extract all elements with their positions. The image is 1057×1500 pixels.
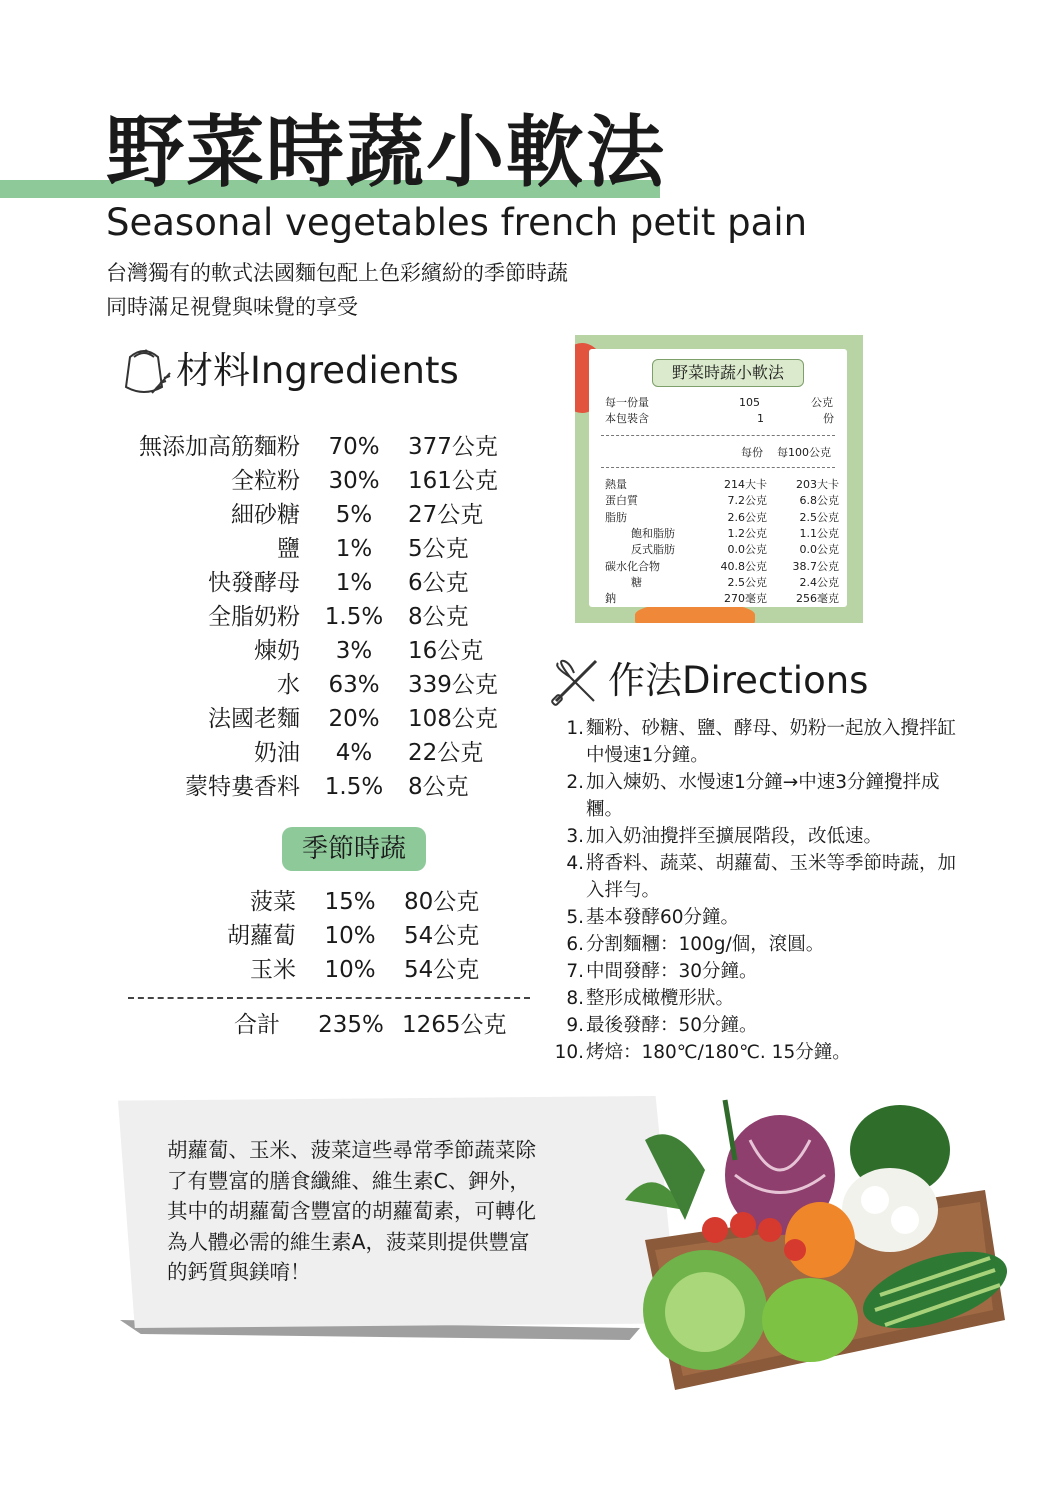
serving-size-unit: 公克 — [811, 396, 833, 409]
nutrient-per-serving: 40.8公克 — [720, 559, 767, 573]
intro-line: 同時滿足視覺與味覺的享受 — [106, 295, 358, 319]
ingredient-percent: 20% — [328, 706, 380, 732]
nutrition-label-image — [575, 335, 863, 623]
nutrient-per-serving: 214大卡 — [724, 478, 767, 491]
ingredient-percent: 235% — [318, 1012, 384, 1038]
nutrient-name: 反式脂肪 — [631, 543, 675, 557]
ingredient-percent: 30% — [328, 468, 380, 494]
nutrition-title: 野菜時蔬小軟法 — [652, 359, 804, 387]
step-number: 6. — [566, 934, 584, 955]
step-number: 2. — [566, 772, 584, 793]
note-line: 了有豐富的膳食纖維、維生素C、鉀外， — [167, 1168, 530, 1193]
ingredient-percent: 5% — [335, 502, 373, 528]
page-subtitle: Seasonal vegetables french petit pain — [106, 201, 808, 244]
direction-step — [548, 769, 968, 823]
directions-heading-label: 作法Directions — [608, 659, 869, 702]
ingredient-weight: 27公克 — [408, 502, 484, 528]
note-line: 為人體必需的維生素A，菠菜則提供豐富 — [167, 1229, 530, 1254]
col-per-serving: 每份 — [741, 446, 763, 459]
step-text: 麵粉、砂糖、鹽、酵母、奶粉一起放入攪拌缸中慢速1分鐘。 — [586, 718, 957, 766]
step-text: 中間發酵：30分鐘。 — [586, 961, 758, 982]
ingredient-weight: 54公克 — [404, 957, 480, 983]
nutrient-per-100g: 203大卡 — [796, 478, 839, 491]
ingredient-weight: 1265公克 — [402, 1012, 507, 1038]
nutrient-per-serving: 270毫克 — [724, 592, 767, 606]
ingredient-name: 奶油 — [254, 740, 300, 766]
direction-step — [548, 715, 968, 769]
step-number: 10. — [554, 1042, 584, 1063]
nutrient-per-100g: 256毫克 — [796, 592, 839, 606]
note-line: 其中的胡蘿蔔含豐富的胡蘿蔔素，可轉化 — [167, 1199, 536, 1223]
nutrient-per-100g: 38.7公克 — [792, 559, 839, 573]
step-number: 5. — [566, 907, 584, 928]
serving-size-value: 105 — [739, 396, 760, 409]
ingredient-percent: 1.5% — [324, 774, 384, 800]
ingredient-percent: 1.5% — [324, 604, 384, 630]
step-number: 4. — [566, 853, 584, 874]
intro-text — [106, 256, 568, 324]
ingredient-name: 法國老麵 — [208, 706, 300, 732]
serving-size-label: 每一份量 — [605, 396, 649, 409]
step-text: 整形成橄欖形狀。 — [586, 988, 735, 1009]
nutrition-card — [589, 349, 847, 607]
direction-step — [548, 1039, 968, 1066]
step-text: 分割麵糰：100g/個，滾圓。 — [586, 934, 825, 955]
servings-value: 1 — [757, 412, 764, 425]
ingredient-name: 胡蘿蔔 — [227, 923, 296, 949]
nutrition-divider — [601, 435, 835, 436]
step-text: 將香料、蔬菜、胡蘿蔔、玉米等季節時蔬，加入拌勻。 — [586, 853, 957, 901]
total-divider — [128, 997, 530, 999]
directions-list — [548, 715, 968, 1066]
step-text: 加入煉奶、水慢速1分鐘→中速3分鐘攪拌成糰。 — [586, 772, 940, 820]
ingredient-name: 細砂糖 — [231, 502, 300, 528]
direction-step — [548, 1012, 968, 1039]
nutrient-name: 脂肪 — [605, 510, 627, 524]
step-number: 3. — [566, 826, 584, 847]
ingredient-name: 菠菜 — [250, 889, 296, 915]
ingredient-percent: 63% — [328, 672, 380, 698]
nutrient-per-serving: 2.6公克 — [727, 510, 767, 524]
nutrient-per-100g: 0.0公克 — [799, 543, 839, 557]
step-number: 8. — [566, 988, 584, 1009]
nutrition-divider — [601, 467, 835, 468]
ingredients-heading — [116, 343, 459, 399]
nutrient-per-serving: 0.0公克 — [727, 543, 767, 557]
ingredient-name: 玉米 — [250, 957, 296, 983]
nutrient-name: 碳水化合物 — [605, 559, 660, 573]
direction-step — [548, 904, 968, 931]
flour-sack-icon — [116, 343, 172, 399]
vegetable-basket-illustration — [585, 1080, 1015, 1400]
direction-step — [548, 958, 968, 985]
ingredient-weight: 377公克 — [408, 434, 498, 460]
nutrient-name: 熱量 — [605, 478, 627, 491]
ingredient-weight: 108公克 — [408, 706, 498, 732]
step-number: 1. — [566, 718, 584, 739]
ingredient-name: 快發酵母 — [208, 570, 300, 596]
ingredient-weight: 5公克 — [408, 536, 469, 562]
intro-line: 台灣獨有的軟式法國麵包配上色彩繽紛的季節時蔬 — [106, 261, 568, 285]
nutrient-per-100g: 6.8公克 — [799, 494, 839, 508]
step-text: 烤焙：180℃/180℃. 15分鐘。 — [586, 1042, 851, 1063]
servings-unit: 份 — [823, 412, 834, 425]
ingredient-name: 煉奶 — [254, 638, 300, 664]
step-text: 加入奶油攪拌至擴展階段，改低速。 — [586, 826, 883, 847]
ingredient-weight: 16公克 — [408, 638, 484, 664]
ingredients-heading-label: 材料Ingredients — [176, 349, 459, 392]
ingredient-name: 合計 — [234, 1012, 280, 1038]
nutrient-per-serving: 7.2公克 — [727, 494, 767, 508]
ingredient-percent: 10% — [324, 923, 376, 949]
ingredient-percent: 15% — [324, 889, 376, 915]
direction-step — [548, 823, 968, 850]
nutrient-per-100g: 2.5公克 — [799, 510, 839, 524]
nutrient-per-100g: 2.4公克 — [799, 575, 839, 589]
ingredient-weight: 161公克 — [408, 468, 498, 494]
whisk-rolling-pin-icon — [550, 655, 602, 707]
ingredient-percent: 70% — [328, 434, 380, 460]
ingredient-name: 無添加高筋麵粉 — [139, 434, 300, 460]
col-per-100: 每100公克 — [777, 446, 831, 459]
direction-step — [548, 850, 968, 904]
direction-step — [548, 985, 968, 1012]
ingredient-weight: 6公克 — [408, 570, 469, 596]
step-text: 最後發酵：50分鐘。 — [586, 1015, 758, 1036]
ingredient-name: 鹽 — [277, 536, 300, 562]
ingredient-percent: 1% — [335, 536, 373, 562]
ingredient-weight: 8公克 — [408, 604, 469, 630]
directions-heading — [550, 655, 868, 707]
step-number: 9. — [566, 1015, 584, 1036]
direction-step — [548, 931, 968, 958]
ingredient-percent: 10% — [324, 957, 376, 983]
page-title: 野菜時蔬小軟法 — [106, 108, 667, 198]
step-number: 7. — [566, 961, 584, 982]
ingredient-weight: 339公克 — [408, 672, 498, 698]
ingredient-percent: 4% — [335, 740, 373, 766]
nutrition-note — [167, 1135, 587, 1288]
ingredient-weight: 8公克 — [408, 774, 469, 800]
ingredient-name: 水 — [277, 672, 300, 698]
ingredient-name: 全脂奶粉 — [208, 604, 300, 630]
nutrient-per-100g: 1.1公克 — [799, 526, 839, 540]
nutrient-name: 糖 — [631, 575, 642, 589]
nutrient-per-serving: 1.2公克 — [727, 526, 767, 540]
nutrient-name: 蛋白質 — [605, 494, 638, 508]
ingredient-percent: 3% — [335, 638, 373, 664]
ingredient-weight: 54公克 — [404, 923, 480, 949]
step-text: 基本發酵60分鐘。 — [586, 907, 740, 928]
servings-label: 本包裝含 — [605, 412, 649, 425]
nutrient-name: 鈉 — [605, 592, 616, 606]
ingredient-name: 全粒粉 — [231, 468, 300, 494]
note-line: 的鈣質與鎂唷！ — [167, 1260, 311, 1284]
ingredient-name: 蒙特婁香料 — [185, 774, 300, 800]
season-veg-badge: 季節時蔬 — [282, 827, 426, 871]
nutrient-name: 飽和脂肪 — [631, 526, 675, 540]
nutrient-per-serving: 2.5公克 — [727, 575, 767, 589]
ingredient-weight: 80公克 — [404, 889, 480, 915]
ingredient-percent: 1% — [335, 570, 373, 596]
ingredient-weight: 22公克 — [408, 740, 484, 766]
note-line: 胡蘿蔔、玉米、菠菜這些尋常季節蔬菜除 — [167, 1138, 536, 1162]
